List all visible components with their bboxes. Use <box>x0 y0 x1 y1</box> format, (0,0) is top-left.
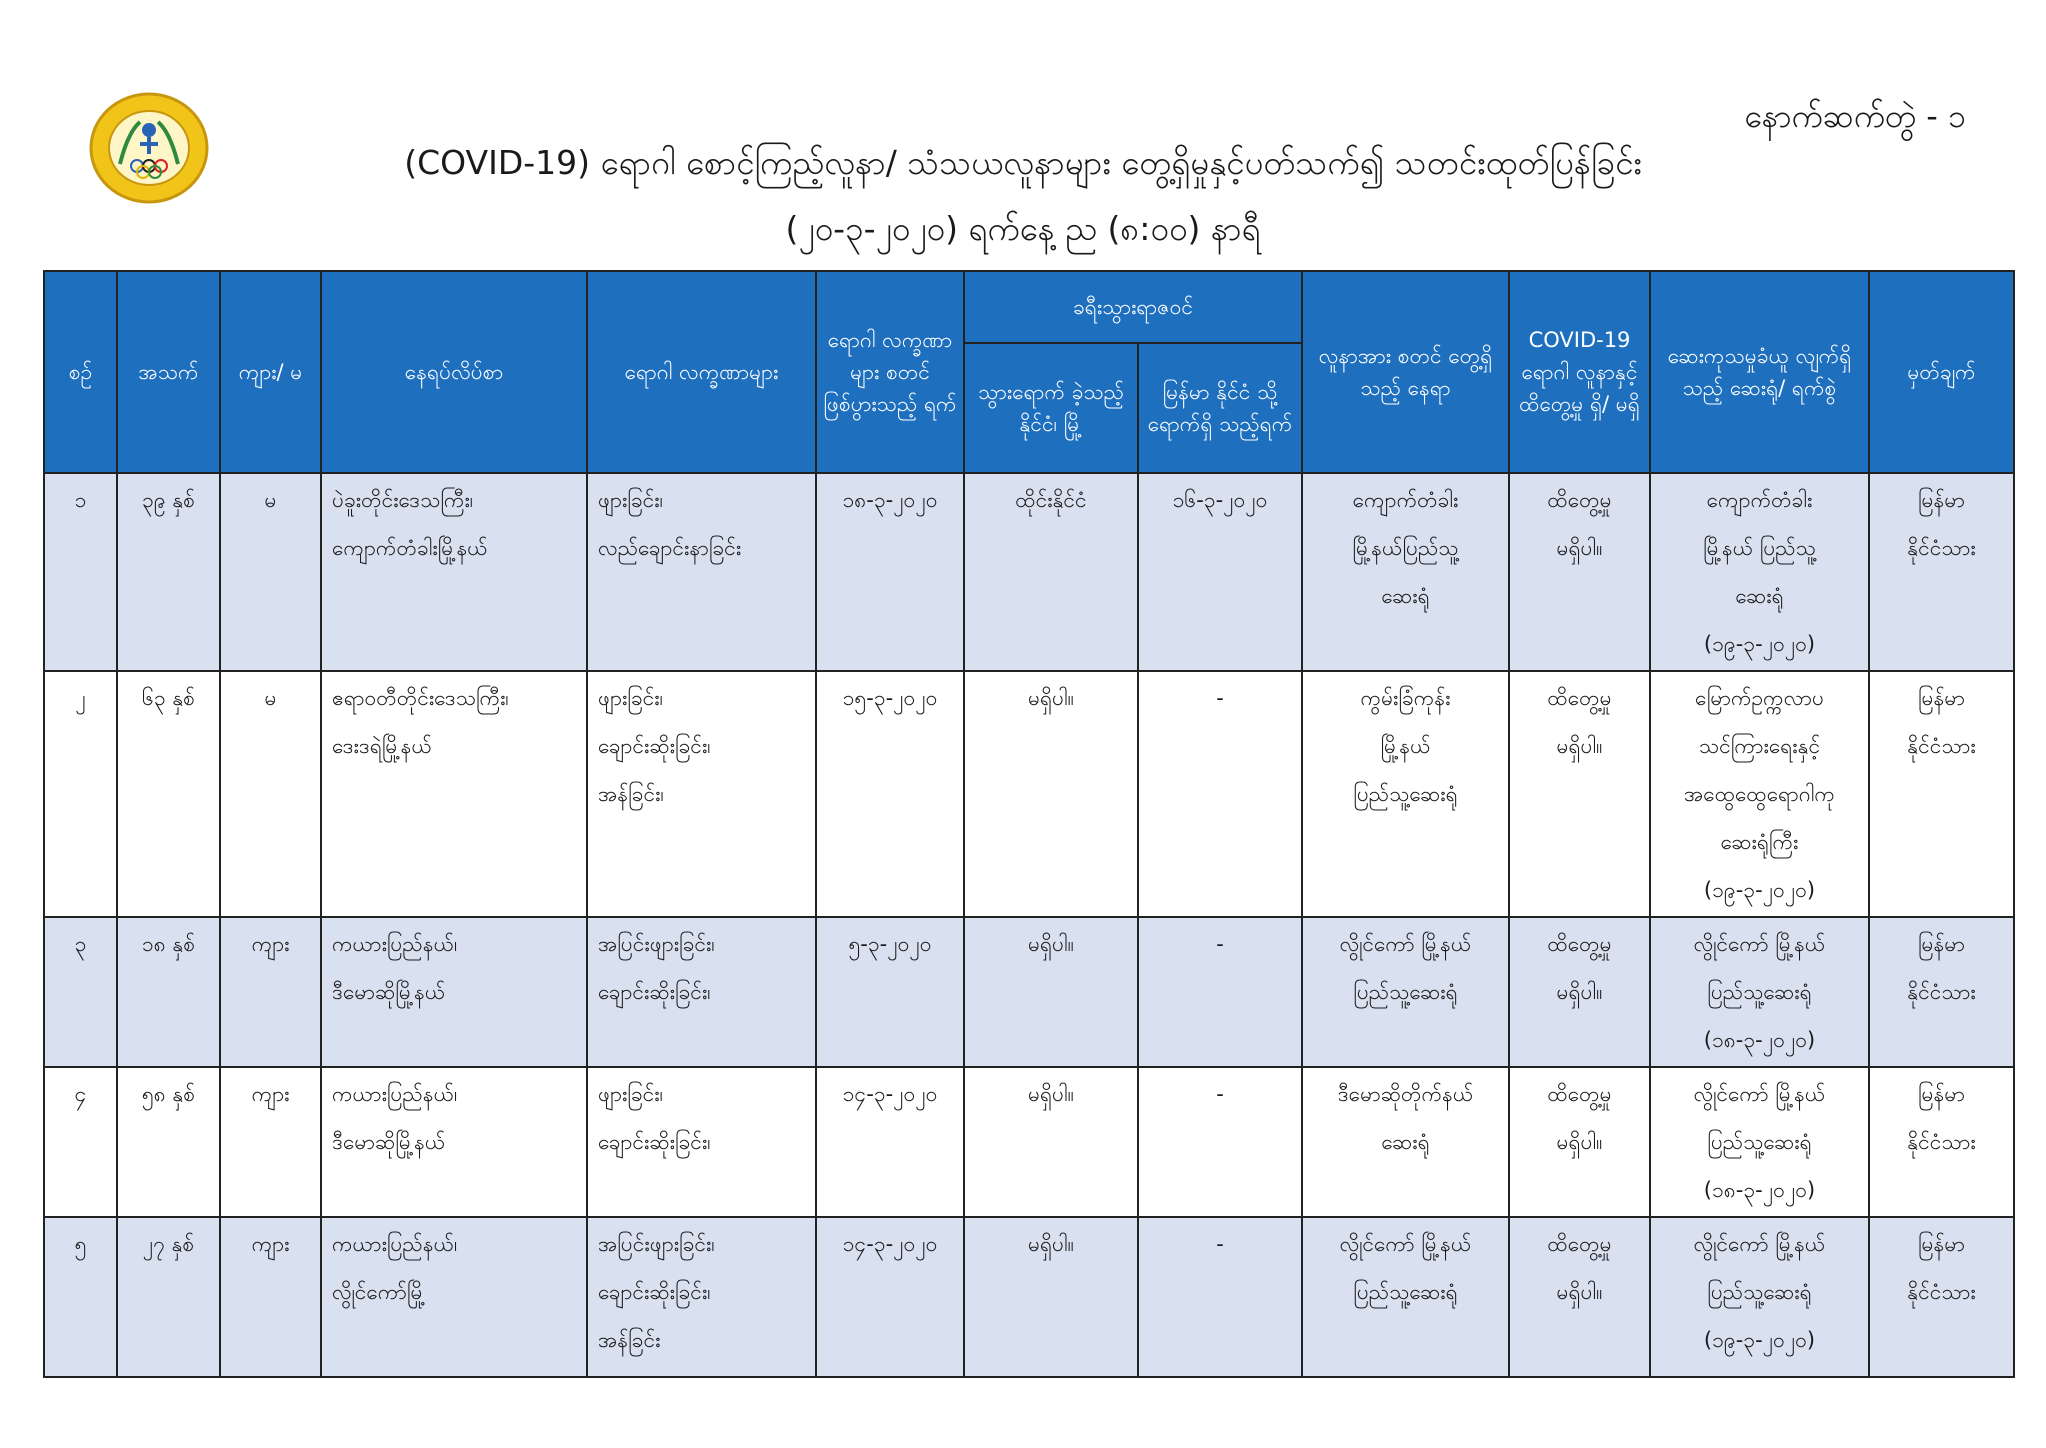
cell-remark: မြန်မာ နိုင်ငံသား <box>1869 671 2014 917</box>
cell-no: ၁ <box>44 473 117 671</box>
cell-onset: ၁၄-၃-၂၀၂၀ <box>816 1067 964 1217</box>
table-row <box>44 917 2014 1067</box>
col-sex: ကျား/ မ <box>220 271 321 473</box>
cell-detected-at: ကျောက်တံခါး မြို့နယ်ပြည်သူ့ ဆေးရုံ <box>1302 473 1509 671</box>
cell-age: ၁၈ နှစ် <box>117 917 220 1067</box>
cell-address: ပဲခူးတိုင်းဒေသကြီး၊ ကျောက်တံခါးမြို့နယ် <box>321 473 587 671</box>
cell-remark: မြန်မာ နိုင်ငံသား <box>1869 473 2014 671</box>
col-symptoms: ရောဂါ လက္ခဏာများ <box>587 271 816 473</box>
cell-hospital: ကျောက်တံခါး မြို့နယ် ပြည်သူ့ ဆေးရုံ (၁၉-၃-၂၀၂၀) <box>1650 473 1869 671</box>
cell-no: ၅ <box>44 1217 117 1377</box>
cell-symptoms: ဖျားခြင်း၊ ချောင်းဆိုးခြင်း၊ <box>587 1067 816 1217</box>
cell-address: ဧရာဝတီတိုင်းဒေသကြီး၊ ဒေးဒရဲမြို့နယ် <box>321 671 587 917</box>
cell-sex: မ <box>220 671 321 917</box>
col-hospital: ဆေးကုသမှုခံယူ လျက်ရှိသည့် ဆေးရုံ/ ရက်စွဲ <box>1650 271 1869 473</box>
col-arrival-date: မြန်မာ နိုင်ငံ သို့ ရောက်ရှိ သည့်ရက် <box>1138 343 1302 473</box>
cell-sex: ကျား <box>220 1067 321 1217</box>
cell-no: ၄ <box>44 1067 117 1217</box>
cell-sex: ကျား <box>220 1217 321 1377</box>
cell-address: ကယားပြည်နယ်၊ ဒီမောဆိုမြို့နယ် <box>321 917 587 1067</box>
cell-hospital: လွိုင်ကော် မြို့နယ် ပြည်သူ့ဆေးရုံ (၁၉-၃-၂၀၂၀) <box>1650 1217 1869 1377</box>
cell-travel-country: မရှိပါ။ <box>964 1217 1138 1377</box>
cell-travel-country: မရှိပါ။ <box>964 917 1138 1067</box>
table-row <box>44 473 2014 671</box>
col-detected-at: လူနာအား စတင် တွေ့ရှိသည့် နေရာ <box>1302 271 1509 473</box>
cell-contact: ထိတွေ့မှု မရှိပါ။ <box>1509 473 1650 671</box>
col-age: အသက် <box>117 271 220 473</box>
cases-table <box>43 270 2015 1378</box>
cell-travel-country: မရှိပါ။ <box>964 671 1138 917</box>
cell-detected-at: ဒီမောဆိုတိုက်နယ် ဆေးရုံ <box>1302 1067 1509 1217</box>
cell-symptoms: အပြင်းဖျားခြင်း၊ ချောင်းဆိုးခြင်း၊ <box>587 917 816 1067</box>
cell-sex: ကျား <box>220 917 321 1067</box>
col-address: နေရပ်လိပ်စာ <box>321 271 587 473</box>
col-travel-history: ခရီးသွားရာဇဝင် <box>964 271 1302 343</box>
cell-onset: ၁၈-၃-၂၀၂၀ <box>816 473 964 671</box>
table-row <box>44 671 2014 917</box>
cell-remark: မြန်မာ နိုင်ငံသား <box>1869 917 2014 1067</box>
cell-contact: ထိတွေ့မှု မရှိပါ။ <box>1509 1217 1650 1377</box>
cell-arrival: - <box>1138 917 1302 1067</box>
page-subtitle: (၂၀-၃-၂၀၂၀) ရက်နေ့ ည (၈:၀၀) နာရီ <box>785 209 1261 248</box>
col-remark: မှတ်ချက် <box>1869 271 2014 473</box>
cell-age: ၅၈ နှစ် <box>117 1067 220 1217</box>
cell-no: ၃ <box>44 917 117 1067</box>
col-onset: ရောဂါ လက္ခဏာများ စတင် ဖြစ်ပွားသည့် ရက် <box>816 271 964 473</box>
cell-arrival: - <box>1138 671 1302 917</box>
cell-address: ကယားပြည်နယ်၊ လွိုင်ကော်မြို့ <box>321 1217 587 1377</box>
cell-arrival: - <box>1138 1067 1302 1217</box>
cell-sex: မ <box>220 473 321 671</box>
page-title: (COVID-19) ရောဂါ စောင့်ကြည့်လူနာ/ သံသယလူနာများ တွေ့ရှိမှုနှင့်ပတ်သက်၍ သတင်းထုတ်ပြန်ခြင်း <box>404 143 1642 182</box>
cell-age: ၂၇ နှစ် <box>117 1217 220 1377</box>
cell-no: ၂ <box>44 671 117 917</box>
cell-onset: ၁၅-၃-၂၀၂၀ <box>816 671 964 917</box>
cell-symptoms: ဖျားခြင်း၊ ချောင်းဆိုးခြင်း၊ အန်ခြင်း၊ <box>587 671 816 917</box>
cell-detected-at: လွိုင်ကော် မြို့နယ် ပြည်သူ့ဆေးရုံ <box>1302 917 1509 1067</box>
cell-symptoms: အပြင်းဖျားခြင်း၊ ချောင်းဆိုးခြင်း၊ အန်ခြင်း <box>587 1217 816 1377</box>
cell-age: ၆၃ နှစ် <box>117 671 220 917</box>
cell-address: ကယားပြည်နယ်၊ ဒီမောဆိုမြို့နယ် <box>321 1067 587 1217</box>
annex-label: နောက်ဆက်တွဲ - ၁ <box>1744 97 1966 135</box>
col-no: စဉ် <box>44 271 117 473</box>
cell-contact: ထိတွေ့မှု မရှိပါ။ <box>1509 1067 1650 1217</box>
cell-remark: မြန်မာ နိုင်ငံသား <box>1869 1217 2014 1377</box>
cell-onset: ၅-၃-၂၀၂၀ <box>816 917 964 1067</box>
cell-contact: ထိတွေ့မှု မရှိပါ။ <box>1509 671 1650 917</box>
cell-hospital: လွိုင်ကော် မြို့နယ် ပြည်သူ့ဆေးရုံ (၁၈-၃-၂၀၂၀) <box>1650 1067 1869 1217</box>
cell-remark: မြန်မာ နိုင်ငံသား <box>1869 1067 2014 1217</box>
cell-arrival: ၁၆-၃-၂၀၂၀ <box>1138 473 1302 671</box>
cell-symptoms: ဖျားခြင်း၊ လည်ချောင်းနာခြင်း <box>587 473 816 671</box>
table-row <box>44 1217 2014 1377</box>
cell-hospital: လွိုင်ကော် မြို့နယ် ပြည်သူ့ဆေးရုံ (၁၈-၃-၂၀၂၀) <box>1650 917 1869 1067</box>
col-contact: COVID-19 ရောဂါ လူနာနှင့် ထိတွေ့မှု ရှိ/ မရှိ <box>1509 271 1650 473</box>
cell-onset: ၁၄-၃-၂၀၂၀ <box>816 1217 964 1377</box>
cell-contact: ထိတွေ့မှု မရှိပါ။ <box>1509 917 1650 1067</box>
table-row <box>44 1067 2014 1217</box>
cell-detected-at: ကွမ်းခြံကုန်း မြို့နယ် ပြည်သူ့ဆေးရုံ <box>1302 671 1509 917</box>
cell-travel-country: မရှိပါ။ <box>964 1067 1138 1217</box>
cell-age: ၃၉ နှစ် <box>117 473 220 671</box>
cell-arrival: - <box>1138 1217 1302 1377</box>
col-travel-country: သွားရောက် ခဲ့သည့် နိုင်ငံ၊ မြို့ <box>964 343 1138 473</box>
cell-travel-country: ထိုင်းနိုင်ငံ <box>964 473 1138 671</box>
cell-detected-at: လွိုင်ကော် မြို့နယ် ပြည်သူ့ဆေးရုံ <box>1302 1217 1509 1377</box>
cell-hospital: မြောက်ဥက္ကလာပ သင်ကြားရေးနှင့် အထွေထွေရောဂါကု ဆေးရုံကြီး (၁၉-၃-၂၀၂၀) <box>1650 671 1869 917</box>
